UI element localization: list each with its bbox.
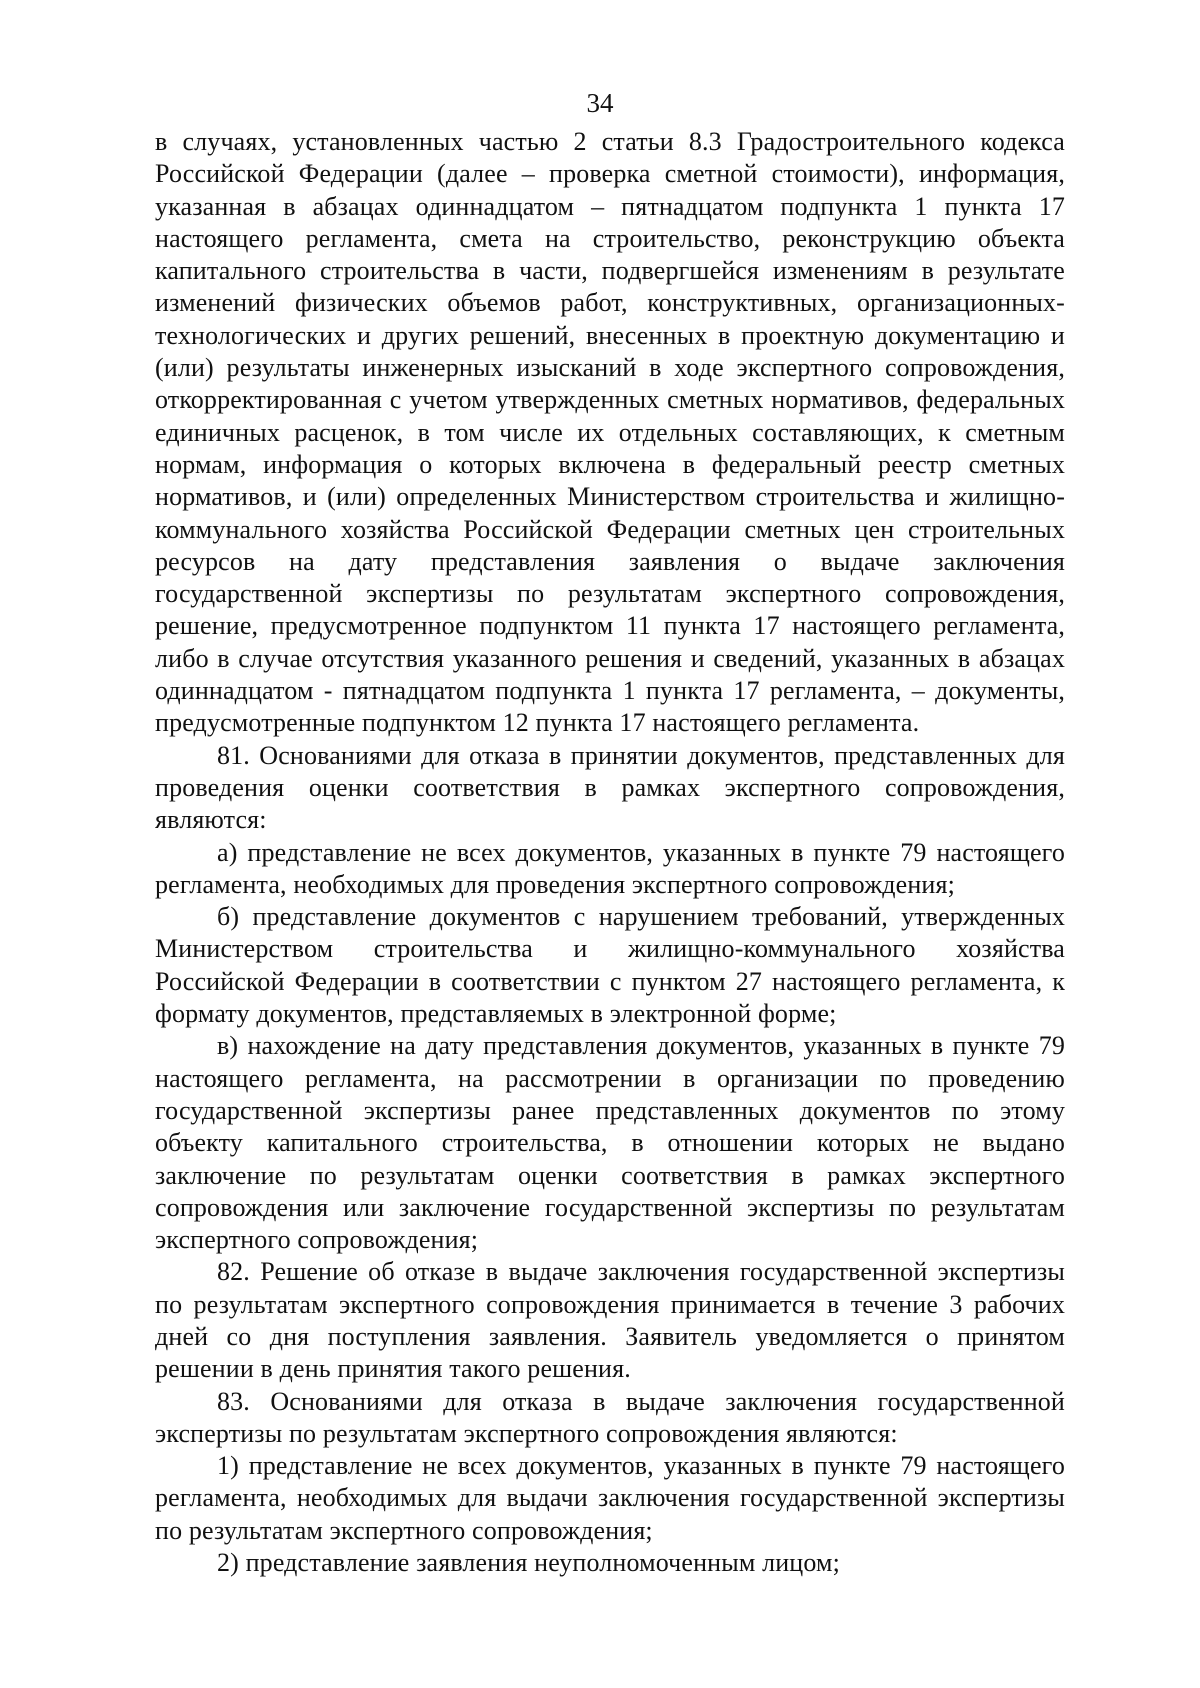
page-number: 34 — [586, 88, 614, 118]
paragraph-83: 83. Основаниями для отказа в выдаче заключения государственной экспертизы по результатам экспертного сопровождения являются: — [155, 1386, 1065, 1448]
paragraph-81-b: б) представление документов с нарушением требований, утвержденных Министерством строительства и жилищно-коммунального хозяйства Российской Федерации в соответствии с пунктом 27 настоящего регламента, к формату документов, представляемых в электронной форме; — [155, 902, 1065, 1029]
document-body — [155, 126, 1065, 1579]
paragraph-82: 82. Решение об отказе в выдаче заключения государственной экспертизы по результатам экспертного сопровождения принимается в течение 3 рабочих дней со дня поступления заявления. Заявитель уведомляется о принятом решении в день принятия такого решения. — [155, 1257, 1065, 1384]
paragraph-83-1: 1) представление не всех документов, указанных в пункте 79 настоящего регламента, необходимых для выдачи заключения государственной экспертизы по результатам экспертного сопровождения; — [155, 1451, 1065, 1545]
paragraph-81-a: а) представление не всех документов, указанных в пункте 79 настоящего регламента, необходимых для проведения экспертного сопровождения; — [155, 837, 1065, 899]
paragraph-continuation: в случаях, установленных частью 2 статьи 8.3 Градостроительного кодекса Российской Федерации (далее – проверка сметной стоимости), информация, указанная в абзацах одиннадцатом – пятнадцатом подпункта 1 пункта 17 настоящего регламента, смета на строительство, реконструкцию объекта капитального строительства в части, подвергшейся изменениям в результате изменений физических объемов работ, конструктивных, организационных-технологических и других решений, внесенных в проектную документацию и (или) результаты инженерных изысканий в ходе экспертного сопровождения, откорректированная с учетом утвержденных сметных нормативов, федеральных единичных расценок, в том числе их отдельных составляющих, к сметным нормам, информация о которых включена в федеральный реестр сметных нормативов, и (или) определенных Министерством строительства и жилищно-коммунального хозяйства Российской Федерации сметных цен строительных ресурсов на дату представления заявления о выдаче заключения государственной экспертизы по результатам экспертного сопровождения, решение, предусмотренное подпунктом 11 пункта 17 настоящего регламента, либо в случае отсутствия указанного решения и сведений, указанных в абзацах одиннадцатом - пятнадцатом подпункта 1 пункта 17 регламента, – документы, предусмотренные подпунктом 12 пункта 17 настоящего регламента. — [155, 127, 1065, 738]
paragraph-81: 81. Основаниями для отказа в принятии документов, представленных для проведения оценки соответствия в рамках экспертного сопровождения, являются: — [155, 740, 1065, 835]
paragraph-83-2: 2) представление заявления неуполномоченным лицом; — [217, 1548, 840, 1578]
paragraph-81-v: в) нахождение на дату представления документов, указанных в пункте 79 настоящего регламента, на рассмотрении в организации по проведению государственной экспертизы ранее представленных документов по этому объекту капитального строительства, в отношении которых не выдано заключение по результатам оценки соответствия в рамках экспертного сопровождения или заключение государственной экспертизы по результатам экспертного сопровождения; — [155, 1031, 1065, 1255]
